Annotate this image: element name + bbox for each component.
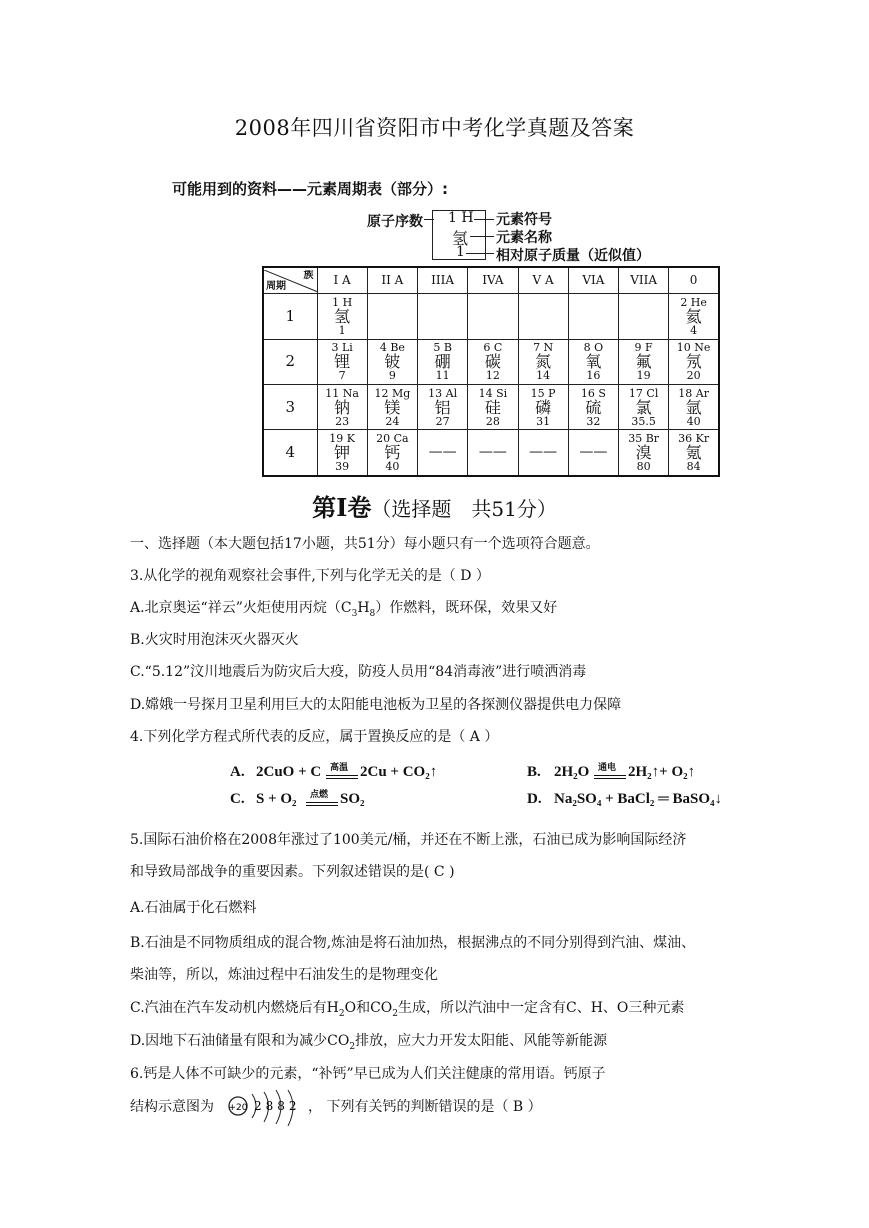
element-mass: 1 (338, 323, 346, 337)
element-cell (367, 339, 417, 384)
question-5-line-2: 和导致局部战争的重要因素。下列叙述错误的是( C ) (130, 864, 455, 880)
element-mass: 39 (335, 460, 350, 474)
element-symbol: 5 B (433, 341, 452, 355)
element-mass: 35.5 (631, 414, 656, 428)
element-cell (619, 385, 669, 430)
question-3-option-d: D.嫦娥一号探月卫星利用巨大的太阳能电池板为卫星的各探测仪器提供电力保障 (130, 697, 622, 713)
corner-period-label: 周期 (266, 280, 286, 292)
element-cell (418, 385, 468, 430)
element-symbol: 3 Li (331, 341, 353, 355)
element-name: 硫 (585, 397, 602, 417)
element-name: 铝 (434, 397, 451, 417)
question-5-option-b-line-1: B.石油是不同物质组成的混合物,炼油是将石油加热，根据沸点的不同分别得到汽油、煤油、 (130, 935, 696, 951)
element-name: 钾 (334, 443, 351, 463)
element-mass: 14 (536, 369, 551, 383)
element-cell (468, 339, 518, 384)
element-cell (669, 430, 719, 476)
element-mass: 28 (485, 414, 500, 428)
element-symbol: 20 Ca (376, 432, 409, 446)
element-cell (568, 385, 618, 430)
blank-cell (619, 294, 669, 339)
question-4: 4.下列化学方程式所代表的反应，属于置换反应的是（ A ） (130, 729, 499, 745)
electron-shells: 2882 (254, 1099, 301, 1113)
element-name: 硅 (484, 397, 501, 417)
element-cell (619, 430, 669, 476)
element-cell (619, 339, 669, 384)
element-cell (518, 339, 568, 384)
element-name: 氮 (535, 352, 552, 372)
question-5-option-b-line-2: 柴油等，所以，炼油过程中石油发生的是物理变化 (130, 967, 438, 983)
element-mass: 40 (385, 460, 400, 474)
eq-d-text: Na₂SO₄ + BaCl₂ ═ BaSO₄↓ (554, 791, 723, 807)
nucleus-charge: +20 (228, 1103, 248, 1113)
element-cell (317, 430, 367, 476)
element-name: 氪 (685, 443, 702, 463)
element-symbol: 9 F (634, 341, 653, 355)
question-5-line-1: 5.国际石油价格在2008年涨过了100美元/桶，并还在不断上涨，石油已成为影响国际经济 (130, 832, 687, 848)
element-symbol: 4 Be (379, 341, 405, 355)
element-name: 溴 (635, 443, 652, 463)
element-name: 氦 (685, 306, 702, 326)
element-name: 氩 (685, 397, 702, 417)
element-name: 钠 (334, 397, 351, 417)
empty-element-cell: —— (568, 430, 618, 476)
eq-b-left: 2H₂O (554, 764, 590, 780)
element-mass: 40 (686, 414, 701, 428)
period-number: 4 (263, 430, 317, 476)
blank-cell (518, 294, 568, 339)
group-header: V A (518, 267, 568, 294)
element-mass: 19 (636, 369, 651, 383)
eq-c-label: C. (230, 791, 245, 807)
group-header: II A (367, 267, 417, 294)
element-symbol: 13 Al (428, 386, 458, 400)
element-mass: 11 (435, 369, 450, 383)
element-mass: 24 (385, 414, 400, 428)
element-cell (418, 339, 468, 384)
group-header: IVA (468, 267, 518, 294)
legend-sample-symbol: 1 H (448, 210, 474, 226)
element-mass: 84 (686, 460, 701, 474)
eq-d-label: D. (527, 791, 542, 807)
eq-b-condition: 通电 (598, 763, 617, 773)
legend-atomic-number-label: 原子序数 (367, 214, 423, 230)
eq-c-left: S + O₂ (256, 791, 297, 807)
table-row (263, 294, 719, 339)
element-cell (669, 339, 719, 384)
element-mass: 80 (636, 460, 651, 474)
question-3-option-a: A.北京奥运“祥云”火炬使用丙烷$(C_3H_8)$作燃料，既环保，效果又好 (130, 600, 558, 619)
table-row (263, 385, 719, 430)
element-cell (568, 339, 618, 384)
element-cell (317, 294, 367, 339)
element-mass: 7 (338, 369, 346, 383)
period-number: 1 (263, 294, 317, 339)
period-number: 3 (263, 385, 317, 430)
blank-cell (568, 294, 618, 339)
table-corner (263, 267, 317, 294)
eq-c-condition: 点燃 (310, 790, 329, 800)
element-mass: 12 (485, 369, 500, 383)
element-symbol: 7 N (533, 341, 554, 355)
group-header: 0 (669, 267, 719, 294)
element-name: 氢 (334, 306, 351, 326)
element-symbol: 14 Si (478, 386, 508, 400)
eq-a-right: 2Cu + CO₂↑ (360, 764, 438, 780)
eq-b-right: 2H₂↑+ O₂↑ (628, 764, 696, 780)
element-mass: 27 (435, 414, 450, 428)
blank-cell (468, 294, 518, 339)
element-mass: 31 (536, 414, 551, 428)
table-row (263, 339, 719, 384)
element-symbol: 1 H (332, 295, 353, 309)
eq-a-label: A. (230, 764, 245, 780)
element-mass: 16 (586, 369, 601, 383)
element-symbol: 16 S (580, 386, 606, 400)
element-cell (367, 430, 417, 476)
element-symbol: 17 Cl (628, 386, 659, 400)
element-name: 氯 (635, 397, 652, 417)
element-cell (317, 339, 367, 384)
question-6-line-2: 结构示意图为 ， 下列有关钙的判断错误的是（ B ） (130, 1099, 542, 1115)
element-mass: 9 (388, 369, 396, 383)
eq-c-right: SO₂ (340, 791, 365, 807)
element-symbol: 10 Ne (676, 341, 711, 355)
corner-group-label: 族 (303, 269, 314, 281)
legend-name-label: 元素名称 (496, 230, 552, 246)
element-name: 钙 (384, 443, 401, 463)
element-cell (317, 385, 367, 430)
calcium-atom-diagram (226, 1088, 318, 1130)
question-3-option-c: C.“5.12”汶川地震后为防灾后大疫，防疫人员用“84消毒液”进行喷洒消毒 (130, 664, 587, 680)
group-header: I A (317, 267, 367, 294)
element-symbol: 18 Ar (678, 386, 709, 400)
element-name: 硼 (434, 352, 451, 372)
element-name: 氧 (585, 352, 602, 372)
element-name: 磷 (535, 397, 552, 417)
element-cell (468, 385, 518, 430)
element-symbol: 15 P (530, 386, 556, 400)
element-symbol: 19 K (329, 432, 355, 446)
table-row (263, 430, 719, 476)
element-cell (669, 385, 719, 430)
element-symbol: 8 O (583, 341, 604, 355)
legend-sample-mass: 1 (456, 244, 465, 260)
eq-a-condition: 高温 (330, 763, 349, 773)
periodic-table (262, 266, 720, 477)
element-cell (669, 294, 719, 339)
empty-element-cell: —— (468, 430, 518, 476)
element-mass: 4 (690, 323, 698, 337)
section-subtitle: （选择题 共51分） (371, 497, 557, 521)
question-3-option-b: B.火灾时用泡沫灭火器灭火 (130, 632, 299, 648)
element-name: 锂 (334, 352, 351, 372)
group-header: IIIA (418, 267, 468, 294)
group-header: VIIA (619, 267, 669, 294)
section-title-main: 第Ⅰ卷 (312, 493, 372, 522)
element-symbol: 36 Kr (678, 432, 710, 446)
element-mass: 20 (686, 369, 701, 383)
element-symbol: 2 He (680, 295, 707, 309)
period-number: 2 (263, 339, 317, 384)
reference-heading: 可能用到的资料——元素周期表（部分）: (172, 180, 449, 198)
question-5-option-c: C.汽油在汽车发动机内燃烧后有$H_2O$和$CO_2$生成，所以汽油中一定含有C、H、O三种元素 (130, 1000, 685, 1019)
element-symbol: 35 Br (628, 432, 660, 446)
blank-cell (418, 294, 468, 339)
element-symbol: 6 C (483, 341, 503, 355)
question-5-option-a: A.石油属于化石燃料 (130, 900, 257, 916)
legend-symbol-label: 元素符号 (496, 212, 552, 228)
group-header: VIA (568, 267, 618, 294)
element-name: 氖 (685, 352, 702, 372)
element-mass: 32 (586, 414, 601, 428)
element-cell (518, 385, 568, 430)
page-title: 2008年四川省资阳市中考化学真题及答案 (234, 116, 635, 140)
element-symbol: 11 Na (325, 386, 359, 400)
question-5-option-d: D.因地下石油储量有限和为减少$CO_2$排放，应大力开发太阳能、风能等新能源 (130, 1033, 608, 1052)
empty-element-cell: —— (418, 430, 468, 476)
element-name: 铍 (384, 352, 401, 372)
question-6-line-1: 6.钙是人体不可缺少的元素，“补钙”早已成为人们关注健康的常用语。钙原子 (130, 1066, 606, 1082)
element-symbol: 12 Mg (374, 386, 411, 400)
blank-cell (367, 294, 417, 339)
eq-a-left: 2CuO + C (256, 764, 322, 780)
question-3: 3.从化学的视角观察社会事件,下列与化学无关的是（ D ） (130, 568, 490, 584)
eq-b-label: B. (527, 764, 541, 780)
section-title (0, 488, 869, 523)
empty-element-cell: —— (518, 430, 568, 476)
legend-mass-label: 相对原子质量（近似值） (496, 248, 650, 264)
element-name: 碳 (484, 352, 501, 372)
legend-sample-name: 氢 (452, 229, 469, 248)
section-intro: 一、选择题（本大题包括17小题，共51分）每小题只有一个选项符合题意。 (130, 536, 600, 552)
element-name: 镁 (384, 397, 401, 417)
element-name: 氟 (635, 352, 652, 372)
element-mass: 23 (335, 414, 350, 428)
element-cell (367, 385, 417, 430)
